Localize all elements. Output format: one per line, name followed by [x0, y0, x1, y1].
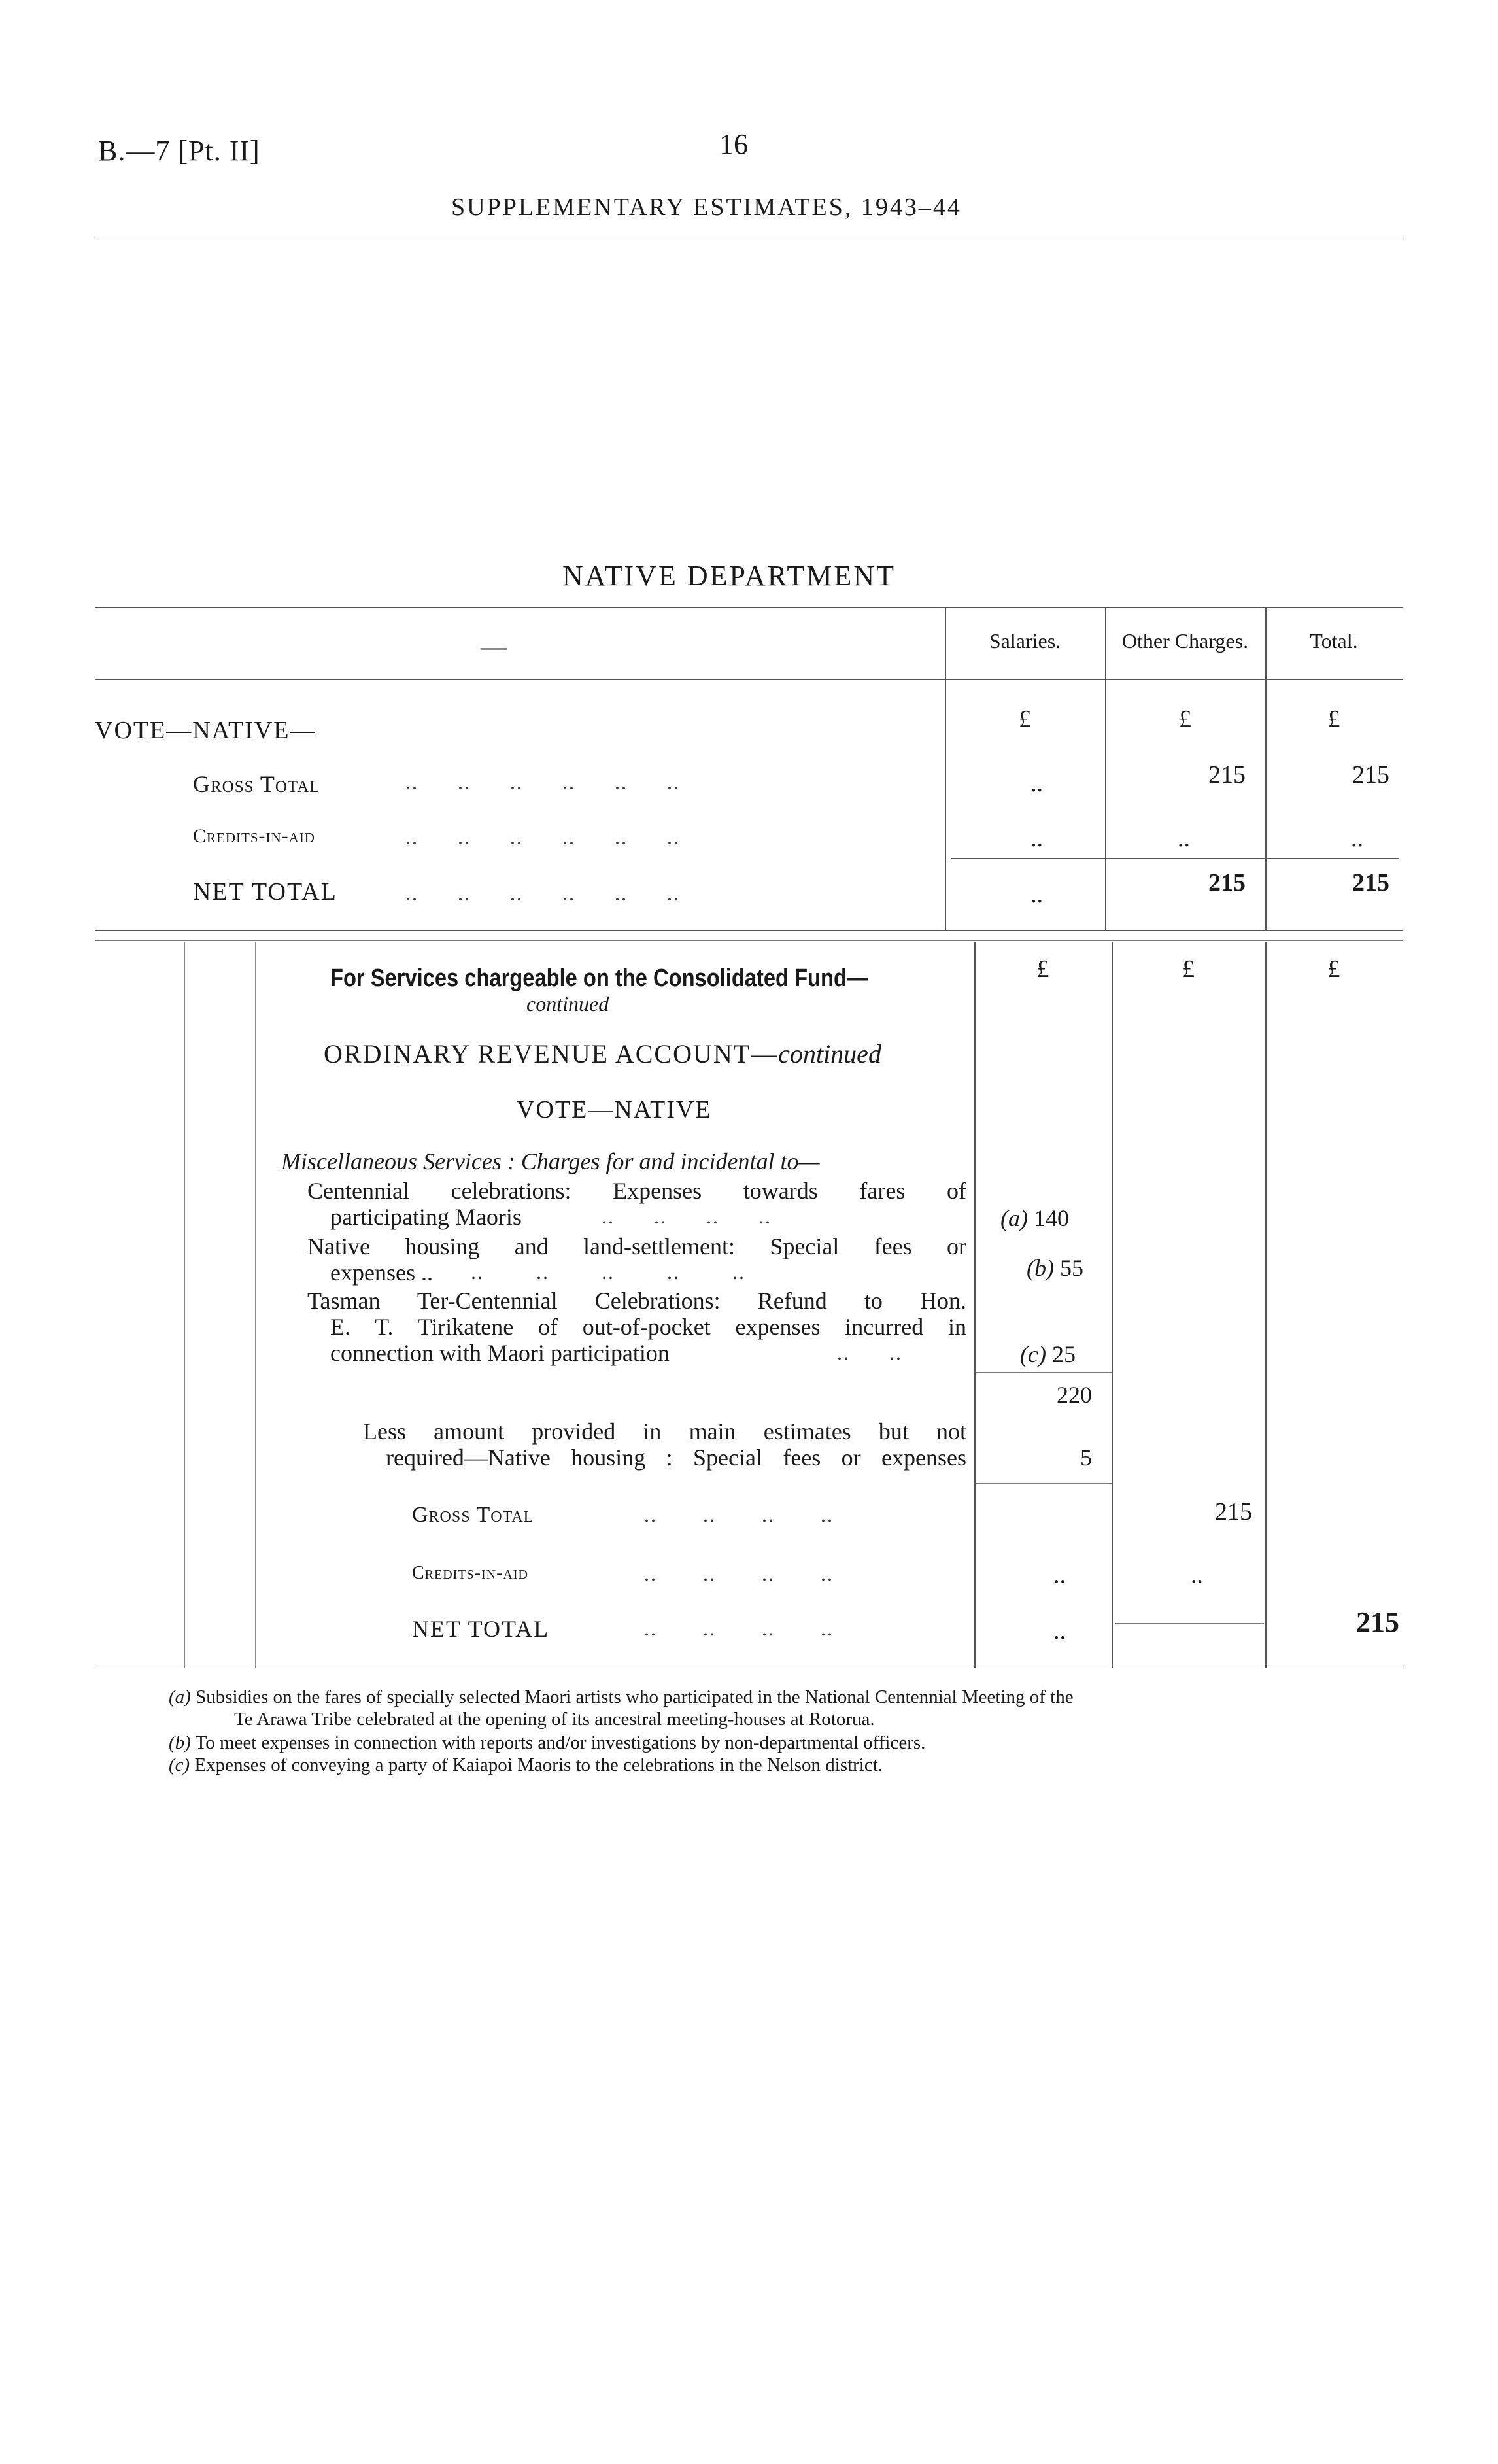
column-header-total: Total. [1310, 629, 1358, 653]
item-housing-dots: .. .. .. .. .. [471, 1260, 745, 1284]
item-centennial-line-1: Centennial celebrations: Expenses towards fares of [307, 1178, 966, 1204]
summary-top-rule [95, 607, 1403, 608]
footnote-a-marker: (a) [169, 1686, 191, 1707]
item-tasman-line-2: E. T. Tirikatene of out-of-pocket expenses incurred in [330, 1314, 966, 1340]
footnote-c [169, 1754, 1398, 1776]
detail-gross-total-label: Gross Total [412, 1503, 534, 1527]
item-centennial-amount [1000, 1205, 1069, 1232]
footnote-c-line-1: Expenses of conveying a party of Kaiapoi Maoris to the celebrations in the Nelson district. [194, 1754, 883, 1775]
item-housing-line-2: expenses .. [330, 1259, 433, 1286]
detail-net-total-label: NET TOTAL [412, 1616, 550, 1642]
detail-currency-other: £ [1182, 955, 1195, 983]
item-centennial-dots: .. .. .. .. [602, 1205, 772, 1228]
item-centennial-value: 140 [1033, 1205, 1069, 1231]
less-amount: 5 [1080, 1445, 1092, 1471]
footnote-a-line-2: Te Arawa Tribe celebrated at the opening of its ancestral meeting-houses at Rotorua. [234, 1709, 875, 1730]
summary-gross-salaries: .. [1030, 770, 1043, 797]
summary-credits-salaries: .. [1030, 825, 1043, 852]
misc-services-heading: Miscellaneous Services : Charges for and incidental to— [281, 1148, 820, 1174]
summary-credits-total: .. [1351, 825, 1363, 852]
less-line-1: Less amount provided in main estimates but not [363, 1418, 966, 1445]
column-header-salaries: Salaries. [989, 629, 1061, 653]
account-heading [324, 1038, 881, 1069]
item-housing-marker: (b) [1027, 1255, 1054, 1281]
summary-net-total: 215 [1352, 869, 1389, 897]
detail-credits-other: .. [1191, 1561, 1203, 1588]
footnote-b [169, 1732, 1398, 1754]
detail-credits-salaries: .. [1053, 1561, 1066, 1588]
vote-heading: VOTE—NATIVE [517, 1096, 712, 1123]
fund-heading: For Services chargeable on the Consolidated Fund— [330, 965, 868, 992]
fund-heading-continued: continued [526, 992, 609, 1016]
item-centennial-line-2: participating Maoris [330, 1204, 522, 1230]
summary-currency-other: £ [1179, 706, 1191, 733]
detail-gross-dots: .. .. .. .. [644, 1503, 834, 1526]
summary-gross-other: 215 [1208, 761, 1246, 789]
item-tasman-amount [1020, 1341, 1076, 1368]
footnote-c-marker: (c) [169, 1754, 190, 1775]
summary-net-dots: .. .. .. .. .. .. [405, 881, 680, 905]
detail-currency-total: £ [1327, 955, 1340, 983]
summary-credits-other: .. [1178, 825, 1190, 852]
running-title: SUPPLEMENTARY ESTIMATES, 1943–44 [451, 194, 962, 221]
summary-stub-header: — [481, 632, 507, 661]
detail-credits-dots: .. .. .. .. [644, 1562, 834, 1585]
item-tasman-line-3: connection with Maori participation [330, 1340, 670, 1366]
footnote-b-line-1: To meet expenses in connection with reports and/or investigations by non-departmental officers. [195, 1732, 926, 1753]
detail-margin-line-2 [255, 942, 256, 1668]
summary-header-rule [95, 679, 1403, 680]
summary-net-salaries: .. [1030, 881, 1043, 908]
subtotal-amount: 220 [1057, 1382, 1092, 1408]
summary-gross-total: 215 [1352, 761, 1389, 789]
detail-gross-other: 215 [1215, 1498, 1252, 1526]
summary-net-total-label: NET TOTAL [193, 878, 337, 906]
item-housing-value: 55 [1059, 1255, 1083, 1281]
item-centennial-marker: (a) [1000, 1205, 1028, 1231]
section-title: NATIVE DEPARTMENT [562, 560, 896, 592]
column-header-other-charges: Other Charges. [1121, 629, 1249, 653]
detail-col-sep-2 [1112, 942, 1113, 1668]
less-line-2: required—Native housing : Special fees or expenses [386, 1445, 966, 1471]
account-heading-text: ORDINARY REVENUE ACCOUNT— [324, 1039, 779, 1069]
item-tasman-value: 25 [1051, 1341, 1076, 1367]
summary-gross-dots: .. .. .. .. .. .. [405, 770, 680, 794]
summary-currency-salaries: £ [1019, 706, 1031, 733]
summary-bottom-rule [95, 930, 1403, 931]
summary-credits-label: Credits-in-aid [193, 825, 315, 847]
item-tasman-line-1: Tasman Ter-Centennial Celebrations: Refund to Hon. [307, 1288, 966, 1314]
detail-currency-salaries: £ [1036, 955, 1049, 983]
detail-margin-line-1 [184, 942, 185, 1668]
item-housing-amount [1027, 1254, 1083, 1282]
detail-top-rule [95, 940, 1403, 941]
footnote-b-marker: (b) [169, 1732, 191, 1753]
detail-net-dots: .. .. .. .. [644, 1617, 834, 1640]
summary-net-other: 215 [1208, 869, 1246, 897]
gross-rule [976, 1483, 1112, 1484]
summary-currency-total: £ [1327, 706, 1340, 733]
detail-col-sep-3 [1265, 942, 1267, 1668]
item-tasman-marker: (c) [1020, 1341, 1046, 1367]
account-heading-continued: continued [778, 1039, 881, 1069]
subtotal-rule [976, 1372, 1112, 1373]
detail-col-sep-1 [974, 942, 976, 1668]
detail-credits-label: Credits-in-aid [412, 1563, 528, 1583]
net-rule [1115, 1623, 1264, 1624]
footnote-a [169, 1686, 1398, 1730]
detail-net-total: 215 [1356, 1606, 1399, 1638]
summary-gross-total-label: Gross Total [193, 771, 320, 797]
vote-label: VOTE—NATIVE— [95, 717, 316, 744]
summary-credits-dots: .. .. .. .. .. .. [405, 825, 680, 849]
summary-net-rule [951, 858, 1399, 859]
detail-net-salaries: .. [1053, 1617, 1066, 1645]
page-number: 16 [719, 128, 748, 160]
item-housing-line-1: Native housing and land-settlement: Special fees or [307, 1233, 966, 1259]
item-tasman-dots: .. .. [837, 1341, 902, 1364]
document-reference: B.—7 [Pt. II] [98, 135, 260, 167]
footnote-a-line-1: Subsidies on the fares of specially selected Maori artists who participated in the National Centennial Meeting of the [196, 1686, 1074, 1707]
